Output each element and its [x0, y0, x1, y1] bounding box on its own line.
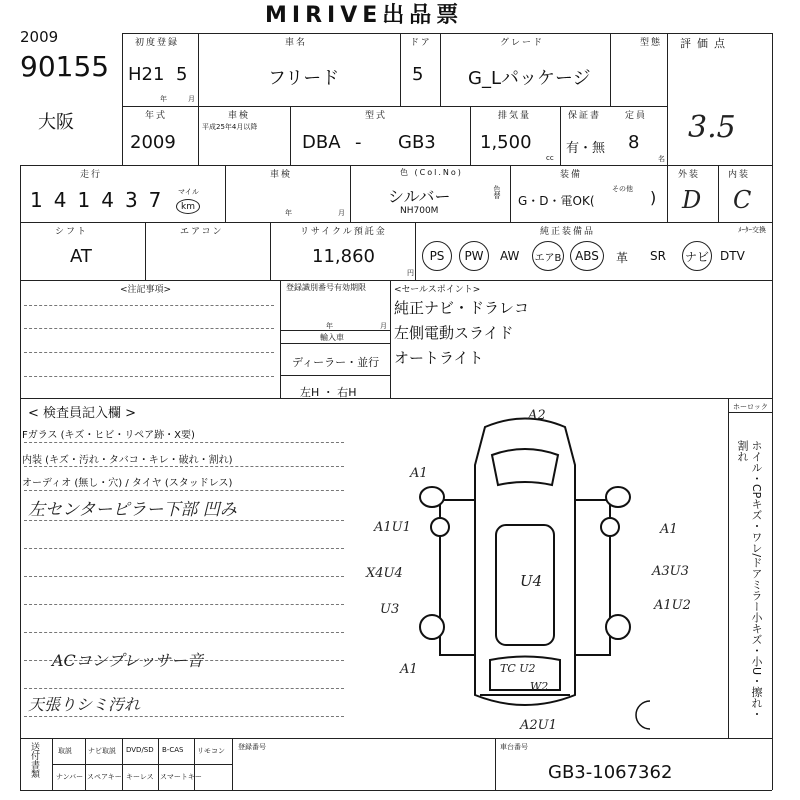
- interior-line: 内装 (キズ・汚れ・タバコ・キレ・破れ・割れ): [22, 455, 233, 466]
- doc-spare-key: スペアキー: [87, 773, 122, 781]
- hood-lock-label: ホーロック: [733, 403, 768, 411]
- option-leather: 革: [616, 251, 629, 265]
- equipment-close: ): [650, 188, 657, 207]
- first-reg-month: 5: [176, 64, 188, 85]
- interior-label: 内装: [728, 170, 751, 180]
- car-name: フリード: [268, 68, 340, 89]
- option-abs: [570, 241, 604, 271]
- first-reg-label: 初度登録: [135, 38, 180, 48]
- option-airbag: [532, 241, 564, 271]
- color-value: シルバー: [388, 187, 451, 206]
- doc-keyless: キーレス: [126, 773, 154, 781]
- recycle-value: 11,860: [312, 246, 375, 267]
- mark-a3u3: A3U3: [652, 564, 689, 579]
- grade-value: G_Lパッケージ: [468, 68, 591, 89]
- model-dash: -: [355, 132, 362, 153]
- model-label: 型式: [365, 111, 388, 121]
- inspector-note-2: ACコンプレッサー音: [52, 651, 203, 670]
- option-ps: [422, 241, 452, 271]
- unit-year: 年: [160, 95, 167, 103]
- equipment-label: 装備: [560, 170, 583, 180]
- option-navi: [682, 241, 712, 271]
- year-label: 年式: [145, 111, 168, 121]
- mark-a1-rear: A1: [400, 662, 418, 677]
- mark-u4: U4: [520, 572, 543, 590]
- region: 大阪: [38, 112, 74, 133]
- footer-side-label: 送付書類: [29, 742, 39, 778]
- shift-value: AT: [70, 246, 92, 267]
- inspection-label: 車検: [228, 111, 251, 121]
- sales-point-3: オートライト: [394, 349, 484, 367]
- unit-month: 月: [188, 95, 195, 103]
- mark-a1u1: A1U1: [374, 520, 411, 535]
- exterior-grade: D: [682, 186, 702, 214]
- sales-point-2: 左側電動スライド: [394, 324, 514, 342]
- mark-u3: U3: [380, 602, 400, 617]
- equipment-other: その他: [612, 185, 633, 193]
- mileage-digits: [30, 188, 172, 212]
- import-value: ディーラー・並行: [292, 356, 380, 369]
- mark-w2: W2: [530, 680, 549, 693]
- glass-line: Fガラス (キズ・ヒビ・リペア跡・X要): [22, 430, 195, 441]
- doc-navi-manual: ナビ取説: [88, 747, 116, 755]
- color-label: 色 (Col.No): [400, 168, 463, 177]
- mileage-digit: 7: [148, 188, 173, 212]
- option-sr: SR: [650, 249, 666, 263]
- mileage-label: 走行: [80, 170, 103, 180]
- color-code: NH700M: [400, 206, 439, 216]
- displacement-unit: cc: [546, 154, 554, 162]
- chassis-number: GB3-1067362: [548, 762, 673, 783]
- option-pw: [459, 241, 489, 271]
- lot-number: 90155: [20, 50, 110, 83]
- inspector-label: < 検査員記入欄 >: [28, 406, 137, 421]
- score-label: 評価点: [680, 37, 731, 50]
- doc-remote: リモコン: [197, 747, 225, 755]
- side-legend: ホイル・CPキズ・ワレ/ドアミラー小キズ・小U・擦れ・割れ: [736, 440, 763, 720]
- color-change: 色替: [493, 185, 501, 199]
- equipment-value: G・D・電OK(: [518, 194, 595, 208]
- score-value: 3.5: [688, 110, 736, 145]
- first-reg-value: H21: [128, 64, 165, 85]
- seats-label: 定員: [625, 111, 648, 121]
- option-label: ABS: [575, 249, 599, 263]
- doc-number: ナンバー: [56, 773, 84, 781]
- doc-smart-key: スマートキー: [160, 773, 202, 781]
- mark-a2-top: A2: [528, 408, 546, 423]
- seats-value: 8: [628, 132, 640, 153]
- shift-label: シフト: [55, 227, 89, 237]
- audio-line: オーディオ (無し・穴) / タイヤ (スタッドレス): [22, 478, 233, 489]
- doc-manual: 取説: [58, 747, 72, 755]
- mileage-unit-mile: マイル: [178, 188, 199, 196]
- options-label: 純正装備品: [540, 227, 596, 237]
- car-diagram: [400, 405, 650, 735]
- option-label: PS: [429, 249, 445, 263]
- mark-a1u2: A1U2: [654, 598, 691, 613]
- mark-a1-left: A1: [410, 466, 428, 481]
- mileage-digit: 1: [30, 188, 54, 212]
- mileage-digit: 4: [101, 188, 125, 212]
- door-count: 5: [412, 64, 424, 85]
- door-label: ドア: [410, 38, 432, 48]
- mark-x4u4: X4U4: [366, 566, 403, 581]
- inspection-label-2: 車検: [270, 170, 293, 180]
- option-label: PW: [464, 249, 484, 263]
- exterior-label: 外装: [678, 170, 701, 180]
- doc-dvd-sd: DVD/SD: [126, 746, 154, 754]
- doc-bcas: B-CAS: [162, 746, 184, 754]
- option-dtv: DTV: [720, 249, 745, 263]
- handle-value: 左H ・ 右H: [300, 386, 357, 399]
- mark-tc-u2: TC U2: [500, 662, 536, 675]
- name-label: 車名: [285, 38, 308, 48]
- option-label: ナビ: [684, 249, 709, 264]
- mileage-digit: 4: [53, 188, 78, 212]
- sales-point-1: 純正ナビ・ドラレコ: [394, 299, 530, 317]
- grade-label: グレード: [500, 38, 545, 48]
- reg-month: 月: [380, 322, 387, 330]
- reg-label: 登録識別番号有効期限: [286, 283, 366, 292]
- model-code: GB3: [398, 132, 436, 153]
- interior-grade: C: [733, 186, 752, 214]
- mileage-unit-km: [176, 199, 200, 214]
- mileage-digit: 1: [77, 188, 102, 212]
- inspector-note-3: 天張りシミ汚れ: [28, 695, 141, 714]
- form-title: MIRIVE出品票: [265, 3, 464, 28]
- km-text: km: [181, 201, 195, 212]
- navi-label: ﾒｰﾀｰ交換: [738, 226, 766, 234]
- recycle-label: リサイクル預託金: [300, 227, 387, 237]
- inspector-note-1: 左センターピラー下部 凹み: [28, 500, 237, 520]
- aircon-label: エアコン: [180, 227, 224, 237]
- reg-num-label: 登録番号: [238, 743, 266, 751]
- warranty-label: 保証書: [568, 111, 602, 121]
- option-aw: AW: [500, 249, 520, 263]
- mark-a2u1: A2U1: [520, 718, 557, 733]
- recycle-unit: 円: [407, 269, 414, 277]
- mod-label: 型態: [640, 38, 663, 48]
- model-prefix: DBA: [302, 132, 341, 153]
- reg-year: 年: [326, 322, 333, 330]
- reg-month-unit: 月: [338, 209, 345, 217]
- sales-label: <セールスポイント>: [394, 285, 481, 295]
- displacement: 1,500: [480, 132, 532, 153]
- displacement-label: 排気量: [498, 111, 532, 121]
- inspection-note: 平成25年4月以降: [202, 123, 258, 131]
- model-year: 2009: [130, 132, 176, 153]
- year-label: 2009: [20, 28, 59, 46]
- chassis-label: 車台番号: [500, 743, 528, 751]
- notes-label: <注記事項>: [120, 285, 172, 295]
- mark-a1-right: A1: [660, 522, 678, 537]
- option-label: エアB: [534, 252, 562, 264]
- seats-unit: 名: [658, 155, 665, 163]
- mileage-digit: 3: [124, 188, 149, 212]
- import-label: 輸入車: [320, 333, 344, 342]
- reg-year-unit: 年: [285, 209, 292, 217]
- warranty-value: 有・無: [566, 141, 606, 156]
